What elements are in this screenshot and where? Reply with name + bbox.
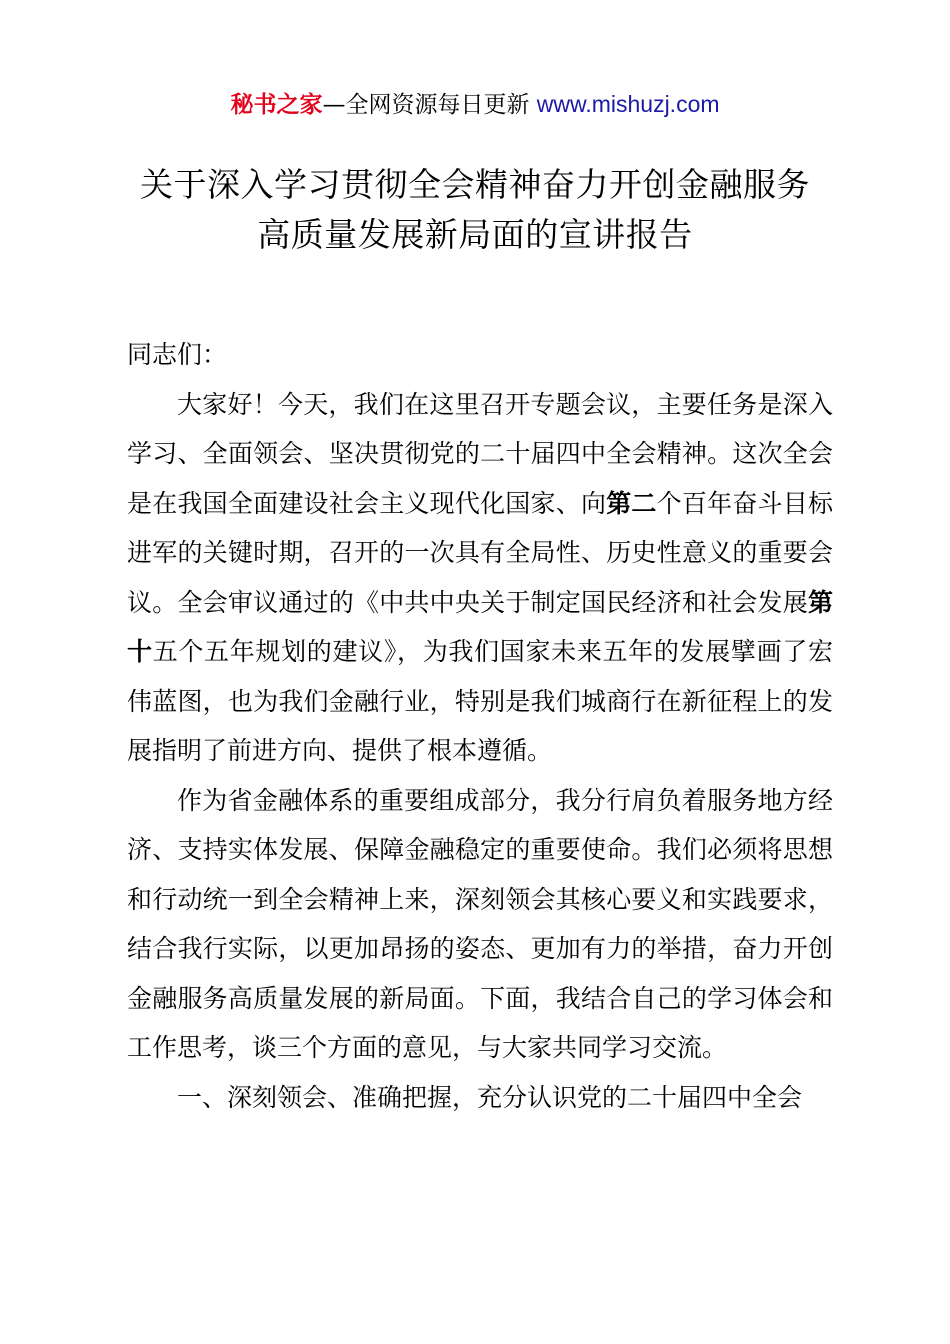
paragraph-2: 作为省金融体系的重要组成部分，我分行肩负着服务地方经济、支持实体发展、保障金融稳定的重要使命。我们必须将思想和行动统一到全会精神上来，深刻领会其核心要义和实践要求，结合我行实际，以更加昂扬的姿态、更加有力的举措，奋力开创金融服务高质量发展的新局面。下面，我结合自己的学习体会和工作思考，谈三个方面的意见，与大家共同学习交流。 [127,785,833,1062]
title-line-1: 关于深入学习贯彻全会精神奋力开创金融服务 [140,165,810,204]
paragraph-1-part-3: 五个五年规划的建议》，为我们国家未来五年的发展擘画了宏伟蓝图，也为我们金融行业，特别是我们城商行在新征程上的发展指明了前进方向、提供了根本遵循。 [127,637,833,765]
paragraph-1 [127,380,833,776]
site-url-link[interactable]: www.mishuzj.com [536,91,720,117]
salutation: 同志们： [127,340,228,369]
paragraph-1-part-1: 大家好！今天，我们在这里召开专题会议，主要任务是深入学习、全面领会、坚决贯彻党的二十届四中全会精神。这次全会是在我国全面建设社会主义现代化国家、向 [127,389,833,518]
site-tagline: —全网资源每日更新 [322,92,537,118]
site-brand: 秘书之家 [230,92,323,118]
document-title [100,160,850,260]
paragraph-1-bold-2: 第十 [127,587,833,666]
document-body [127,330,833,1122]
site-header [0,88,950,121]
section-1-heading: 一、深刻领会、准确把握，充分认识党的二十届四中全会 [177,1082,803,1112]
paragraph-1-bold-1: 第二 [606,488,657,518]
title-line-2: 高质量发展新局面的宣讲报告 [257,215,693,254]
paragraph-1-part-2: 个百年奋斗目标进军的关键时期，召开的一次具有全局性、历史性意义的重要会议。全会审议通过的《中共中央关于制定国民经济和社会发展 [127,488,833,617]
